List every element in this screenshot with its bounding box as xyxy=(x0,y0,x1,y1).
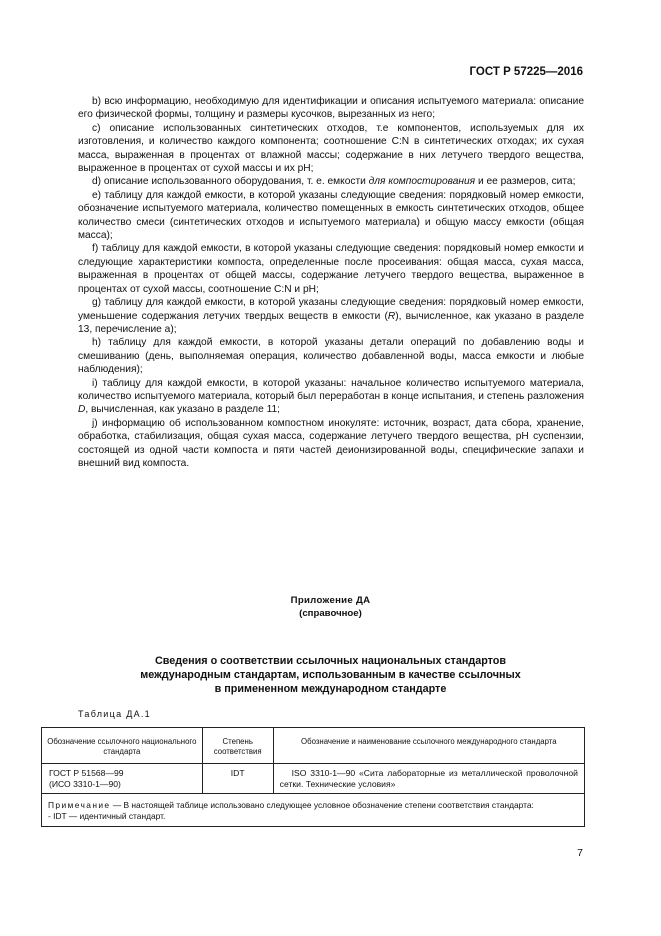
header-degree: Степень соответствия xyxy=(202,728,273,764)
cell-national-standard: ГОСТ Р 51568—99 (ИСО 3310-1—90) xyxy=(42,764,203,794)
list-item-f: f) таблицу для каждой емкости, в которой указаны следующие сведения: порядковый номер емкости и следующие характеристики компоста, определенные после просеивания: общая масса, сухая масса, выраженная в процентах от общей массы, содержание летучего твердого вещества, выраженное в процентах от сухой массы, соотношение C:N и pH; xyxy=(78,243,584,295)
note-item: - IDT — идентичный стандарт. xyxy=(48,811,166,821)
report-requirements-list xyxy=(78,95,584,470)
cell-degree: IDT xyxy=(202,764,273,794)
list-item-c: c) описание использованных синтетических отходов, т.е компонентов, используемых для их изготовления, и количество каждого компонента; соотношение C:N в синтетических отходах; их сухая масса, выраженная в процентах от влажной массы; содержание в них летучего твердого вещества, выраженное в процентах от сухой массы и их pH; xyxy=(78,122,584,175)
table-header-row xyxy=(42,728,585,764)
list-item-i: i) таблицу для каждой емкости, в которой указаны: начальное количество испытуемого материала, количество испытуемого материала, который был переработан в конце испытания, и степень разложения D, вычисленная, как указано в разделе 11; xyxy=(78,377,584,416)
table-caption: Таблица ДА.1 xyxy=(78,709,151,719)
table-note xyxy=(42,794,585,827)
list-item-h: h) таблицу для каждой емкости, в которой указаны детали операций по добавлению воды и смешиванию (день, выполняемая операция, количество добавленной воды, масса емкости и любые наблюдения); xyxy=(78,337,584,376)
document-header: ГОСТ Р 57225—2016 xyxy=(469,66,583,78)
appendix-kind: (справочное) xyxy=(299,608,362,619)
appendix-label: Приложение ДА xyxy=(290,595,371,606)
list-item-g: g) таблицу для каждой емкости, в которой указаны следующие сведения: порядковый номер емкости, уменьшение содержания летучих твердых веществ в емкости (R), вычисленное, как указано в разделе 13, перечисление а); xyxy=(78,297,584,335)
cell-international-standard: ISO 3310-1—90 «Сита лабораторные из металлической проволочной сетки. Технические условия» xyxy=(273,764,584,794)
page-number: 7 xyxy=(577,847,583,859)
appendix-title: Сведения о соответствии ссылочных национальных стандартов международным стандартам, использованным в качестве ссылочных в примененном международном стандарте xyxy=(140,655,521,695)
note-text: — В настоящей таблице использовано следующее условное обозначение степени соответствия стандарта: xyxy=(112,800,534,810)
list-item-e: e) таблицу для каждой емкости, в которой указаны следующие сведения: порядковый номер емкости, обозначение испытуемого материала, количество помещенных в емкость синтетических отходов, общее количество смеси (синтетических отходов и испытуемого материала) и общую массу емкости (общая масса); xyxy=(78,189,584,242)
table-note-row xyxy=(42,794,585,827)
header-international-standard: Обозначение и наименование ссылочного международного стандарта xyxy=(273,728,584,764)
standards-correspondence-table xyxy=(41,727,585,827)
list-item-j: j) информацию об использованном компостном инокуляте: источник, возраст, дата сбора, хранение, обработка, стабилизация, общая сухая масса, содержание летучего твердого вещества, pH суспензии, состоящей из одной части компоста и пяти частей деионизированной воды, специфические запахи и внешний вид компоста. xyxy=(78,417,584,469)
header-national-standard: Обозначение ссылочного национального стандарта xyxy=(42,728,203,764)
table-row xyxy=(42,764,585,794)
note-label: Примечание xyxy=(48,800,111,810)
appendix-heading xyxy=(0,594,661,620)
list-item-d: d) описание использованного оборудования, т. е. емкости для компостирования и ее размеров, сита; xyxy=(92,176,576,188)
list-item-b: b) всю информацию, необходимую для идентификации и описания испытуемого материала: описание его физической формы, толщину и размеры кусочков, вырезанных из него; xyxy=(78,96,584,121)
